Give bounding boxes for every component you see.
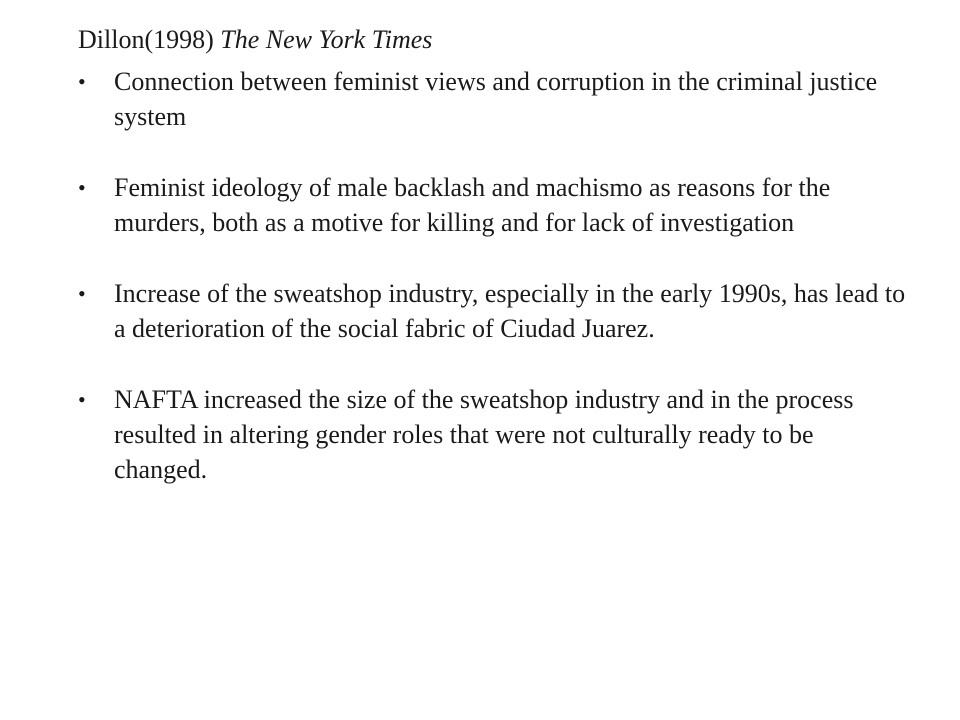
bullet-icon: • bbox=[78, 387, 86, 412]
bullet-item bbox=[78, 276, 908, 346]
bullet-item bbox=[78, 170, 908, 240]
bullet-text: NAFTA increased the size of the sweatshop industry and in the process resulted in altering gender roles that were not culturally ready to be changed. bbox=[114, 385, 854, 484]
bullet-text: Increase of the sweatshop industry, especially in the early 1990s, has lead to a deterioration of the social fabric of Ciudad Juarez. bbox=[114, 279, 906, 343]
bullet-icon: • bbox=[78, 281, 86, 306]
bullet-text: Feminist ideology of male backlash and machismo as reasons for the murders, both as a motive for killing and for lack of investigation bbox=[114, 173, 831, 237]
slide-heading bbox=[78, 24, 432, 56]
bullet-text: Connection between feminist views and corruption in the criminal justice system bbox=[114, 67, 878, 131]
bullet-list bbox=[78, 64, 908, 523]
citation-author-year: Dillon(1998) bbox=[78, 25, 214, 54]
bullet-icon: • bbox=[78, 175, 86, 200]
bullet-icon: • bbox=[78, 69, 86, 94]
citation-source: The New York Times bbox=[220, 25, 433, 54]
bullet-item bbox=[78, 64, 908, 134]
bullet-item bbox=[78, 382, 908, 487]
